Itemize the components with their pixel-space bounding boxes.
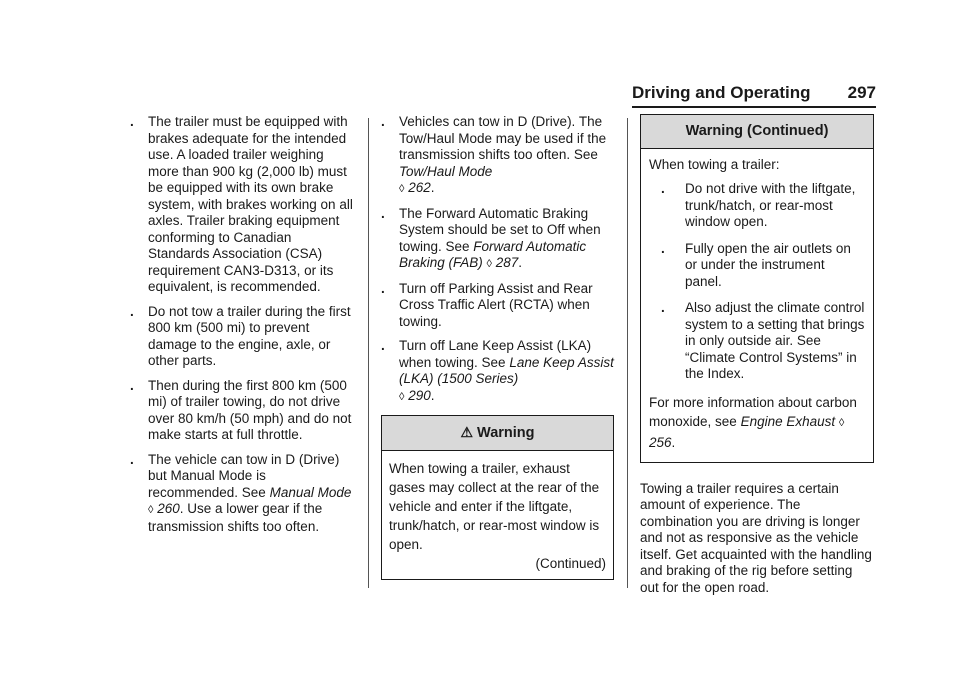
cross-reference-page[interactable]: 260 — [157, 501, 180, 516]
list-item — [381, 281, 614, 331]
bullet-marker: . — [130, 377, 134, 393]
list-item-text: Then during the first 800 km (500 mi) of trailer towing, do not drive over 80 km/h (50 mph) and do not make starts at full throttle. — [148, 377, 352, 442]
list-item — [381, 206, 614, 273]
bullet-marker: . — [661, 181, 665, 196]
warning-box-continued — [640, 114, 874, 463]
warning-header — [382, 416, 613, 451]
bullet-marker: . — [130, 303, 134, 319]
list-item-text: Do not tow a trailer during the first 800 km (500 mi) to prevent damage to the engine, axle, or other parts. — [148, 303, 351, 368]
warning-text: When towing a trailer, exhaust gases may collect at the rear of the vehicle and enter if the liftgate, trunk/hatch, or rear-most window is open. — [389, 460, 600, 552]
list-item-text: The trailer must be equipped with brakes adequate for the intended use. A loaded trailer weighing more than 900 kg (2,000 lb) must be equipped with its own brake system, with brakes working on all axles. Trailer braking equipment conforming to Canadian Standards Association (CSA) requirement CAN3-D313, or its equivalent, is recommended. — [148, 114, 353, 294]
list-item — [649, 300, 865, 383]
list-item-text: Turn off Lane Keep Assist (LKA) when towing. See — [399, 338, 592, 370]
warning-box — [381, 415, 614, 580]
page-header — [632, 83, 876, 109]
cross-reference-page[interactable]: 262 — [408, 180, 431, 195]
column-3 — [640, 114, 874, 596]
continued-label: (Continued) — [535, 555, 606, 571]
page-ref-icon: ◊ — [486, 258, 492, 270]
list-item-text: . Use a lower gear if the transmission shifts too often. — [148, 501, 323, 534]
list-item — [649, 241, 865, 291]
bullet-marker: . — [381, 114, 385, 129]
list-item-text: Do not drive with the liftgate, trunk/hatch, or rear-most window open. — [685, 181, 856, 229]
page-ref-icon: ◊ — [838, 416, 845, 429]
bullet-marker: . — [381, 338, 385, 353]
warning-more-info — [649, 393, 865, 452]
cross-reference-page[interactable]: 290 — [408, 387, 431, 403]
more-info-text: . — [671, 434, 676, 450]
list-item — [130, 114, 354, 296]
page-ref-icon: ◊ — [148, 504, 154, 516]
list-item-text: Fully open the air outlets on or under the instrument panel. — [685, 240, 851, 289]
list-item-text: Vehicles can tow in D (Drive). The Tow/Haul Mode may be used if the transmission shifts too often. See — [399, 114, 607, 162]
warning-title: Warning — [477, 425, 535, 441]
bullet-marker: . — [130, 451, 134, 467]
list-item — [381, 338, 614, 405]
page-number: 297 — [847, 83, 876, 102]
cross-reference-page[interactable]: 287 — [495, 255, 519, 270]
cross-reference-page[interactable]: 256 — [649, 434, 672, 450]
list-item — [381, 114, 614, 198]
bullet-marker: . — [661, 300, 665, 315]
cross-reference-link[interactable]: Engine Exhaust — [740, 413, 836, 429]
list-item-text: Turn off Parking Assist and Rear Cross Traffic Alert (RCTA) when towing. — [399, 280, 593, 329]
section-title: Driving and Operating — [632, 83, 811, 102]
warning-body — [641, 149, 873, 462]
warning-triangle-icon: ⚠ — [460, 424, 474, 440]
list-item — [649, 181, 865, 231]
column-1 — [130, 114, 354, 543]
page-ref-icon: ◊ — [399, 390, 405, 403]
bullet-marker: . — [130, 114, 134, 129]
list-item — [130, 452, 354, 536]
column-2 — [381, 114, 614, 580]
bullet-marker: . — [381, 280, 385, 296]
list-item-text: . — [430, 387, 435, 403]
warning-intro: When towing a trailer: — [649, 156, 780, 172]
cross-reference-link[interactable]: Tow/Haul Mode — [399, 163, 493, 179]
bullet-marker: . — [661, 240, 665, 256]
list-item-text: The Forward Automatic Braking System should be set to Off when towing. See — [399, 205, 601, 254]
header-rule — [632, 106, 876, 108]
list-item-text: . — [518, 255, 523, 270]
cross-reference-link[interactable]: Forward Automatic Braking (FAB) — [399, 238, 587, 270]
column-divider-2 — [627, 118, 628, 588]
list-item-text: The vehicle can tow in D (Drive) but Manual Mode is recommended. See — [148, 451, 340, 500]
more-info-text: For more information about carbon monoxide, see — [649, 394, 857, 429]
warning-header: Warning (Continued) — [641, 115, 873, 149]
cross-reference-link[interactable]: Lane Keep Assist (LKA) (1500 Series) — [399, 354, 614, 386]
warning-body — [382, 451, 613, 579]
list-item — [130, 304, 354, 370]
body-paragraph: Towing a trailer requires a certain amount of experience. The combination you are driving is longer and not as responsive as the vehicle itself. Get acquainted with the handling and braking of the rig before setting out for the open road. — [640, 480, 872, 595]
bullet-marker: . — [381, 205, 385, 221]
list-item-text: . — [430, 180, 435, 195]
page-ref-icon: ◊ — [399, 183, 405, 195]
list-item-text: Also adjust the climate control system to a setting that brings in only outside air. See “Climate Control Systems” in the Index. — [685, 300, 865, 381]
cross-reference-link[interactable]: Manual Mode — [269, 484, 352, 500]
list-item — [130, 378, 354, 444]
column-divider-1 — [368, 118, 369, 588]
